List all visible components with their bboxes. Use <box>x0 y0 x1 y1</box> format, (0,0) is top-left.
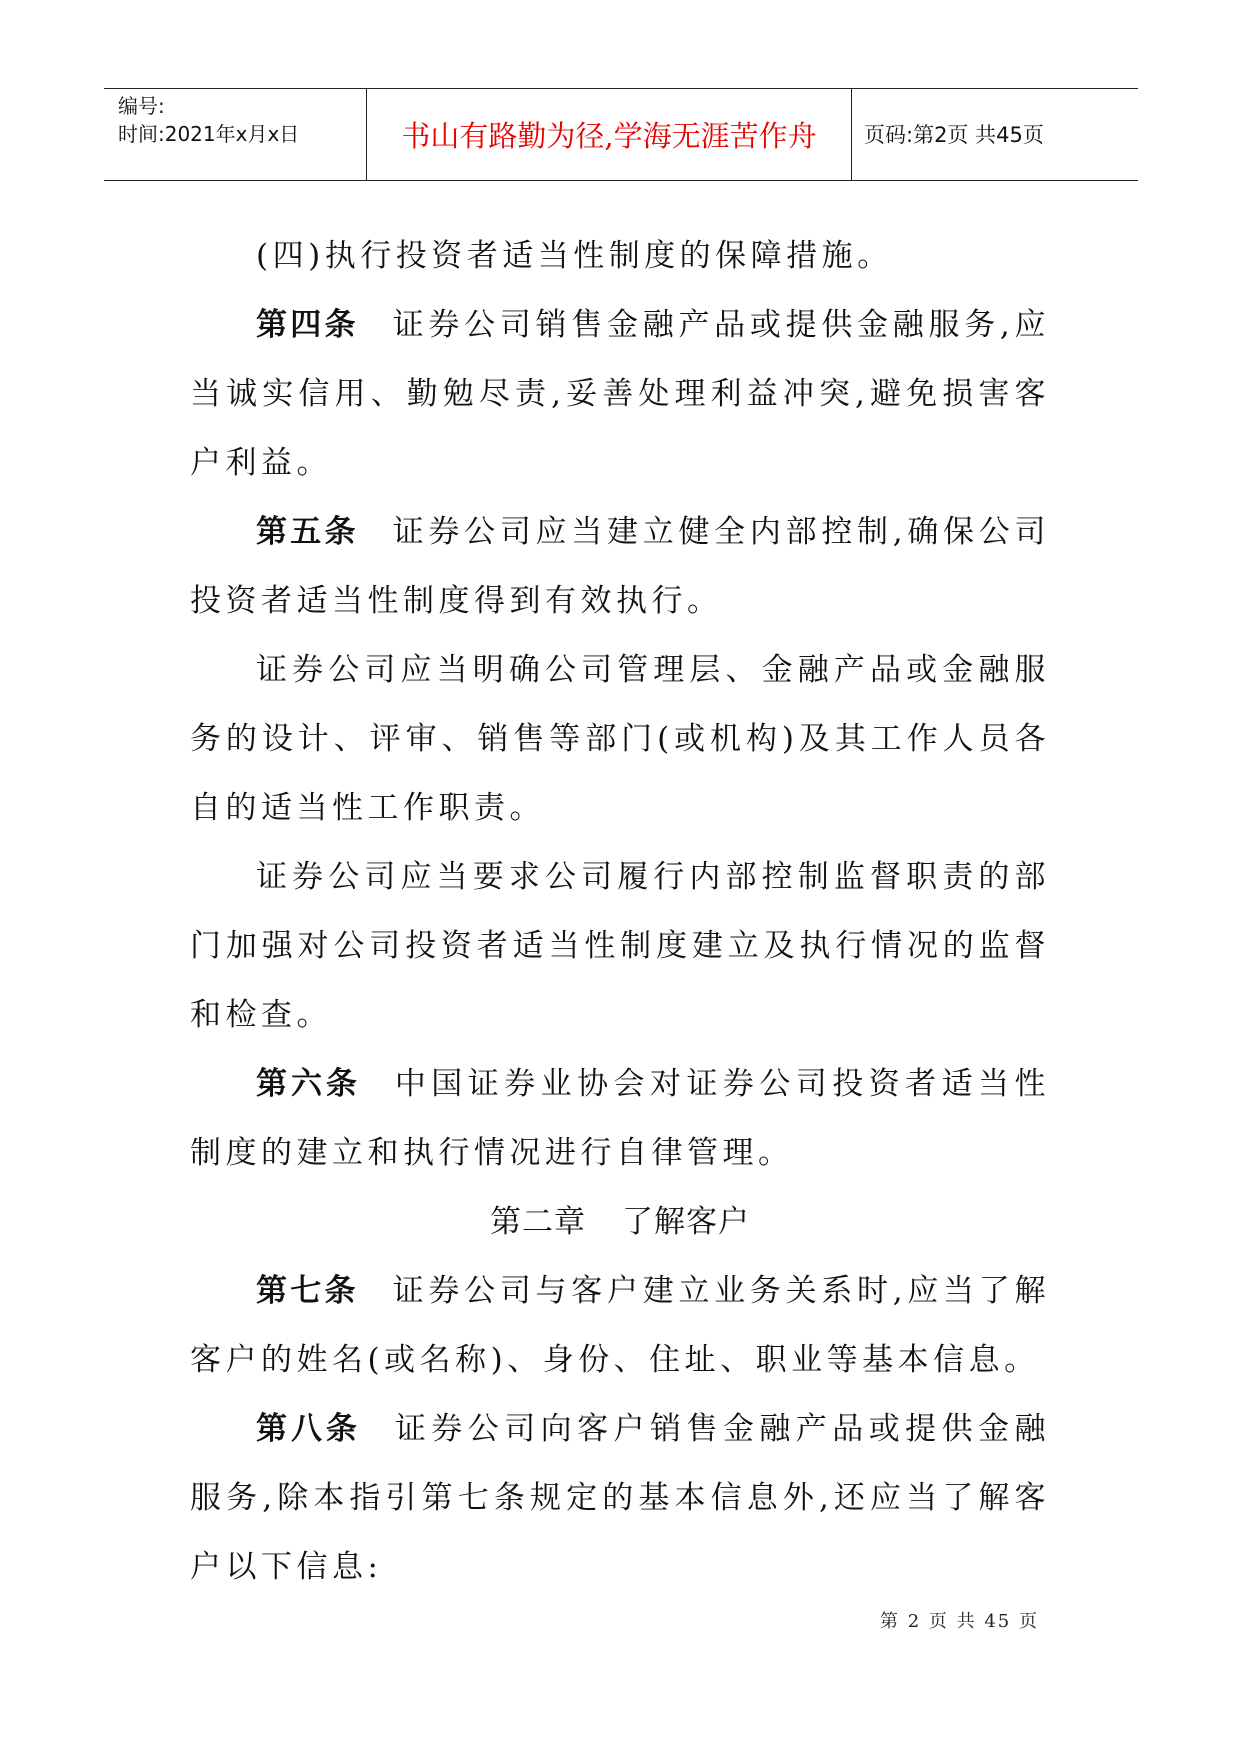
article-6 <box>190 1050 1050 1188</box>
article-5-text: 证券公司应当建立健全内部控制,确保公司投资者适当性制度得到有效执行。 <box>190 514 1051 619</box>
article-4-heading: 第四条 <box>256 307 359 343</box>
document-body <box>190 222 1050 1602</box>
page-footer: 第 2 页 共 45 页 <box>880 1611 1039 1632</box>
page-header <box>104 88 1138 181</box>
article-4-text: 证券公司销售金融产品或提供金融服务,应当诚实信用、勤勉尽责,妥善处理利益冲突,避免损害客户利益。 <box>190 307 1051 481</box>
article-8-text: 证券公司向客户销售金融产品或提供金融服务,除本指引第七条规定的基本信息外,还应当了解客户以下信息: <box>190 1411 1051 1585</box>
header-meta <box>118 92 299 148</box>
article-8-heading: 第八条 <box>256 1411 361 1447</box>
article-5 <box>190 498 1050 636</box>
header-divider-right <box>851 89 852 180</box>
article-7-text: 证券公司与客户建立业务关系时,应当了解客户的姓名(或名称)、身份、住址、职业等基本信息。 <box>190 1273 1051 1378</box>
article-6-text: 中国证券业协会对证券公司投资者适当性制度的建立和执行情况进行自律管理。 <box>190 1066 1051 1171</box>
time-label: 时间:2021年x月x日 <box>118 122 300 146</box>
chapter-number: 第二章 <box>490 1204 586 1240</box>
paragraph-guarantee-measures: (四)执行投资者适当性制度的保障措施。 <box>256 238 893 274</box>
article-5-heading: 第五条 <box>256 514 359 550</box>
article-8 <box>190 1395 1050 1602</box>
number-label: 编号: <box>118 94 165 118</box>
header-page-info: 页码:第2页 共45页 <box>864 123 1044 147</box>
article-4 <box>190 291 1050 498</box>
paragraph-responsibilities: 证券公司应当明确公司管理层、金融产品或金融服务的设计、评审、销售等部门(或机构)及其工作人员各自的适当性工作职责。 <box>190 652 1050 826</box>
chapter-heading <box>190 1188 1050 1257</box>
article-6-heading: 第六条 <box>256 1066 361 1102</box>
header-motto: 书山有路勤为径,学海无涯苦作舟 <box>401 119 817 153</box>
chapter-title: 了解客户 <box>622 1204 750 1240</box>
article-7-heading: 第七条 <box>256 1273 359 1309</box>
header-divider-left <box>366 89 367 180</box>
article-7 <box>190 1257 1050 1395</box>
paragraph-supervision: 证券公司应当要求公司履行内部控制监督职责的部门加强对公司投资者适当性制度建立及执行情况的监督和检查。 <box>190 859 1050 1033</box>
